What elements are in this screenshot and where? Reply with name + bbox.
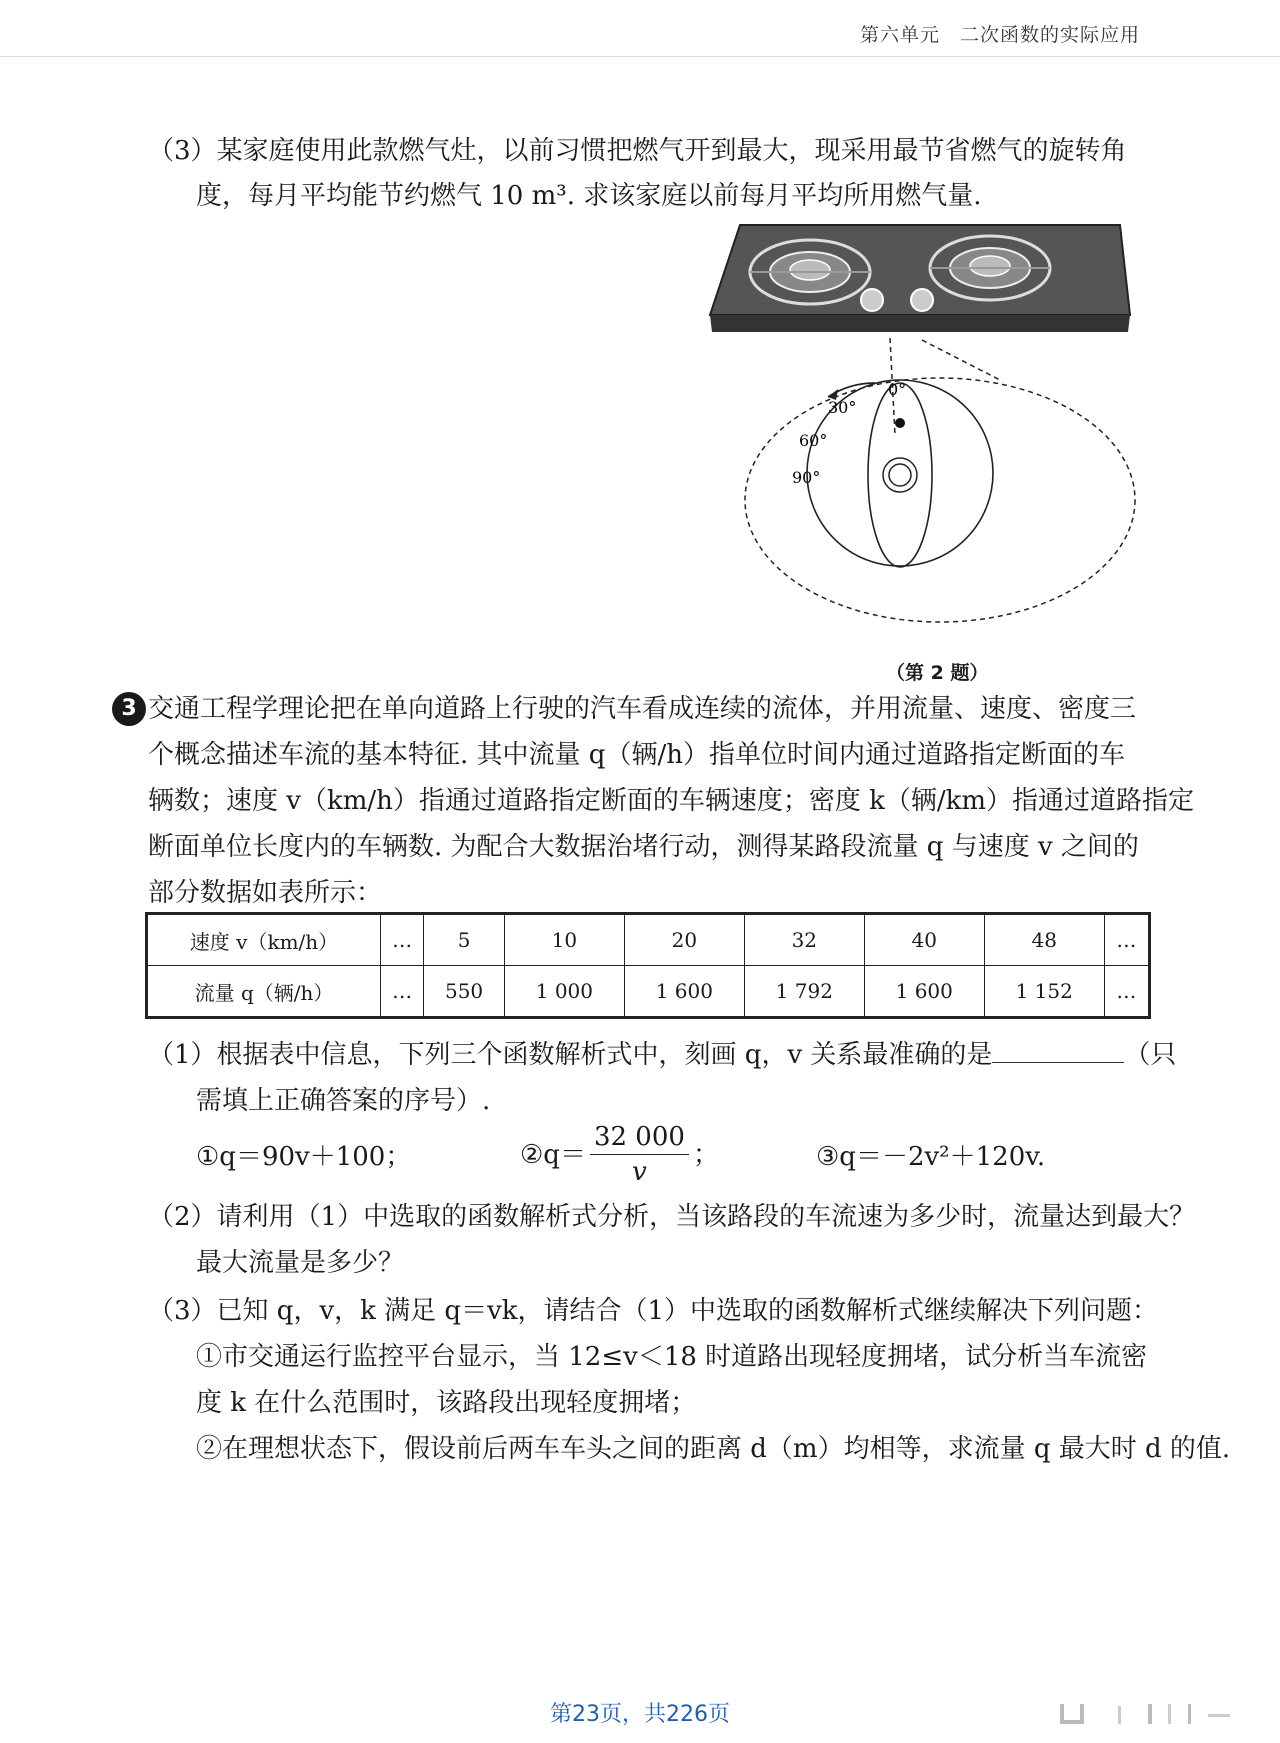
page-header: 第六单元 二次函数的实际应用 <box>860 24 1141 46</box>
page-indicator: 第23页，共226页 <box>550 1702 730 1727</box>
q3-part1-line1 <box>148 1032 1176 1078</box>
knob-handle <box>868 383 932 567</box>
knob-left-icon <box>861 289 883 311</box>
q2-part3-line2: 度，每月平均能节约燃气 10 m³. 求该家庭以前每月平均所用燃气量. <box>196 181 982 211</box>
table-cell: 1 792 <box>744 966 864 1018</box>
knob-right-icon <box>911 289 933 311</box>
table-cell: 32 <box>744 914 864 966</box>
table-cell: 5 <box>424 914 505 966</box>
table-header-cell: 速度 v（km/h） <box>147 914 381 966</box>
gas-stove-figure <box>700 220 1150 650</box>
table-cell: 10 <box>504 914 624 966</box>
callout-circle <box>745 378 1135 622</box>
angle-label-90: 90° <box>792 468 821 487</box>
option-1: ①q＝90v＋100； <box>196 1142 412 1172</box>
dial-marker-icon <box>895 418 905 428</box>
q3-part1-line2: 需填上正确答案的序号）. <box>196 1086 491 1116</box>
table-cell: 1 152 <box>984 966 1104 1018</box>
q3-part3-line1: （3）已知 q，v，k 满足 q＝vk，请结合（1）中选取的函数解析式继续解决下列问题： <box>148 1296 1159 1326</box>
q2-part3-line1: （3）某家庭使用此款燃气灶，以前习惯把燃气开到最大，现采用最节省燃气的旋转角 <box>148 136 1127 166</box>
figure-caption: （第 2 题） <box>886 662 989 684</box>
q3-intro-line5: 部分数据如表所示： <box>148 878 383 908</box>
q3-intro-line4: 断面单位长度内的车辆数. 为配合大数据治堵行动，测得某路段流量 q 与速度 v 之间的 <box>148 832 1139 862</box>
fraction-denominator: v <box>632 1157 647 1187</box>
option-2 <box>520 1120 719 1189</box>
table-cell: … <box>1104 966 1149 1018</box>
angle-label-60: 60° <box>799 431 828 450</box>
table-cell: … <box>381 966 424 1018</box>
data-table <box>145 912 1151 1019</box>
stove-edge <box>710 315 1130 332</box>
fraction-numerator: 32 000 <box>590 1120 689 1155</box>
scroll-marks-icon <box>1058 1700 1258 1730</box>
question-number-badge: 3 <box>112 692 146 726</box>
angle-label-30: 30° <box>828 398 857 417</box>
table-cell: 1 600 <box>624 966 744 1018</box>
table-row-flow <box>147 966 1150 1018</box>
table-header-cell: 流量 q（辆/h） <box>147 966 381 1018</box>
q3-part3-sub1-line1: ①市交通运行监控平台显示，当 12≤v＜18 时道路出现轻度拥堵，试分析当车流密 <box>196 1342 1148 1372</box>
q3-part1-text-tail: （只 <box>1124 1040 1177 1070</box>
q3-part3-sub2: ②在理想状态下，假设前后两车车头之间的距离 d（m）均相等，求流量 q 最大时 d 的值. <box>196 1434 1231 1464</box>
table-cell: 550 <box>424 966 505 1018</box>
table-cell: … <box>1104 914 1149 966</box>
option-3: ③q＝－2v²＋120v. <box>816 1142 1046 1172</box>
q3-part2-line2: 最大流量是多少？ <box>196 1248 405 1278</box>
q3-intro-line2: 个概念描述车流的基本特征. 其中流量 q（辆/h）指单位时间内通过道路指定断面的车 <box>148 740 1125 770</box>
table-cell: 1 000 <box>504 966 624 1018</box>
header-divider <box>0 56 1280 57</box>
answer-blank[interactable] <box>992 1034 1124 1063</box>
table-cell: 48 <box>984 914 1104 966</box>
q3-part1-text: （1）根据表中信息，下列三个函数解析式中，刻画 q，v 关系最准确的是 <box>148 1040 993 1070</box>
option-2-prefix: ②q＝ <box>520 1139 586 1170</box>
q3-part3-sub1-line2: 度 k 在什么范围时，该路段出现轻度拥堵； <box>196 1388 697 1418</box>
table-cell: 1 600 <box>864 966 984 1018</box>
fraction <box>590 1120 689 1189</box>
q3-intro-line3: 辆数；速度 v（km/h）指通过道路指定断面的车辆速度；密度 k（辆/km）指通过道路指定 <box>148 786 1195 816</box>
option-2-suffix: ； <box>692 1139 719 1170</box>
table-cell: 40 <box>864 914 984 966</box>
table-row-speed <box>147 914 1150 966</box>
angle-label-0: 0° <box>888 380 907 399</box>
table-cell: 20 <box>624 914 744 966</box>
q3-intro-line1: 交通工程学理论把在单向道路上行驶的汽车看成连续的流体，并用流量、速度、密度三 <box>148 694 1137 724</box>
q3-part2-line1: （2）请利用（1）中选取的函数解析式分析，当该路段的车流速为多少时，流量达到最大？ <box>148 1202 1196 1232</box>
table-cell: … <box>381 914 424 966</box>
